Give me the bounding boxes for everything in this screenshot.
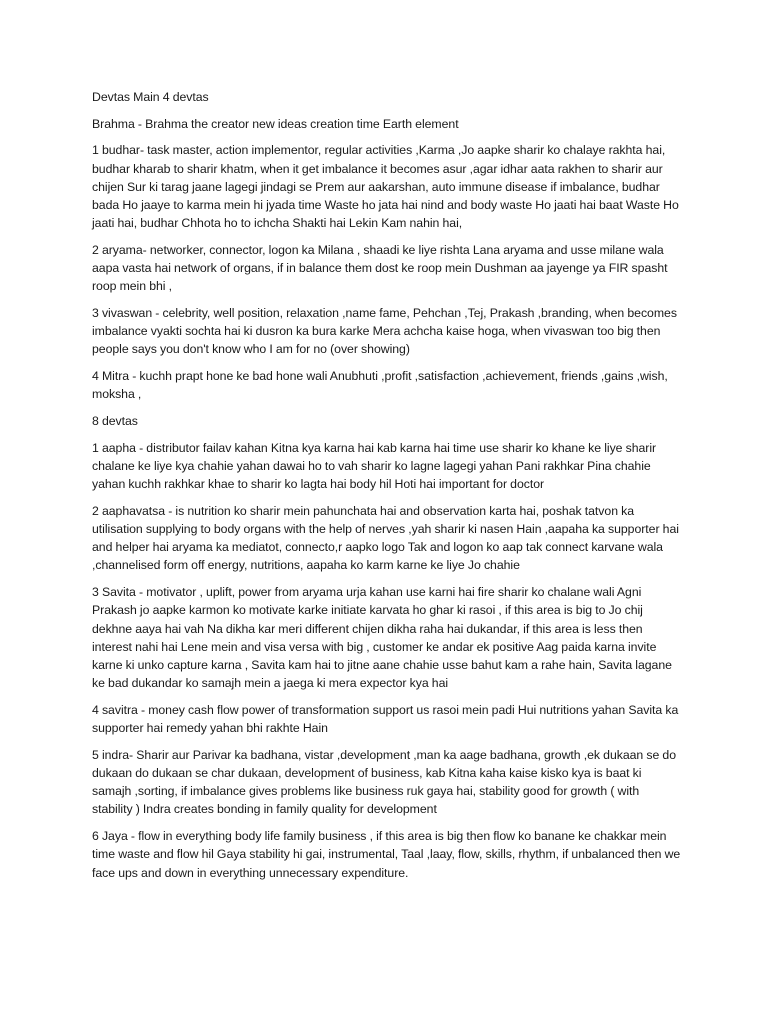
heading-8-devtas: 8 devtas — [92, 414, 138, 429]
document-page — [92, 88, 682, 890]
paragraph-aaphavatsa: 2 aaphavatsa - is nutrition ko sharir mein pahunchata hai and observation karta hai, poshak tatvon ka utilisation supplying to body organs with the help of nerves ,yah sharir ki nasen Hain ,aapaha ka supporter hai and helper hai aryama ka mediatot, connecto,r aapko logo Tak and logon ko aap tak connect karvane wala ,channelised form off energy, nutritions, aapaha ko karm karne ke liye Jo chahie — [92, 503, 679, 573]
heading-main-devtas: Devtas Main 4 devtas — [92, 90, 209, 104]
paragraph-vivaswan: 3 vivaswan - celebrity, well position, relaxation ,name fame, Pehchan ,Tej, Prakash ,branding, when becomes imbalance vyakti sochta hai ki dusron ka bura karke Mera achcha kaise hoga, when vivaswan too big then people says you don't know who I am for no (over showing) — [92, 306, 677, 357]
paragraph-jaya: 6 Jaya - flow in everything body life family business , if this area is big then flow ko banane ke chakkar mein time waste and flow hil Gaya stability hi gai, instrumental, Taal ,laay, flow, skills, rhythm, if unbalanced then we face ups and down in everything unnecessary expenditure. — [92, 829, 681, 880]
paragraph-savitra: 4 savitra - money cash flow power of transformation support us rasoi mein padi Hui nutritions yahan Savita ka supporter hai remedy yahan bhi rakhte Hain — [92, 702, 679, 736]
paragraph-savita: 3 Savita - motivator , uplift, power from aryama urja kahan use karni hai fire sharir ko chalane wali Agni Prakash jo aapke karmon ko motivate karke initiate karvata ho ghar ki rasoi , if this area is big to Jo chij dekhne aaya hai vah Na dikha kar meri different chijen dikha raha hai dukandar, if this area is less then interest nahi hai Lene mein and visa versa with big , customer ke andar ek positive Aag paida karna invite karne ki unko capture karna , Savita kam hai to jitne aane chahie usse bahut kam a rahe hain, Savita lagane ke bad dukandar ko samajh mein a jaega ki mera expector kya hai — [92, 585, 672, 691]
paragraph-brahma: Brahma - Brahma the creator new ideas creation time Earth element — [92, 116, 459, 131]
paragraph-mitra: 4 Mitra - kuchh prapt hone ke bad hone wali Anubhuti ,profit ,satisfaction ,achievement, friends ,gains ,wish, moksha , — [92, 369, 668, 402]
paragraph-aryama: 2 aryama- networker, connector, logon ka Milana , shaadi ke liye rishta Lana aryama and usse milane wala aapa vasta hai network of organs, if in balance them dost ke roop mein Dushman aa jayenge ya FIR spasht roop mein bhi , — [92, 242, 668, 294]
paragraph-aapha: 1 aapha - distributor failav kahan Kitna kya karna hai kab karna hai time use sharir ko khane ke liye sharir chalane ke liye kya chahie yahan dawai ho to vah sharir ko lagne lagegi yahan Pani rakhkar Pina chahie yahan kuchh rakhkar khae to sharir ko lagta hai body hil Hoti hai important for doctor — [92, 440, 657, 492]
paragraph-budhar: 1 budhar- task master, action implementor, regular activities ,Karma ,Jo aapke sharir ko chalaye rakhta hai, budhar kharab to sharir khatm, when it get imbalance it becomes asur ,agar idhar aata rakhen to sharir aur chijen Sur ki tarag jaane lagegi jindagi se Prem aur aakarshan, auto immune disease if imbalance, budhar bada Ho jaaye to karma mein hi jyada time Waste ho jata hai nind and body waste Ho jaati hai baat Waste Ho jaati hai, budhar Chhota ho to ichcha Shakti hai Lekin Kam nahin hai, — [92, 143, 679, 231]
paragraph-indra: 5 indra- Sharir aur Parivar ka badhana, vistar ,development ,man ka aage badhana, growth ,ek dukaan se do dukaan do dukaan se char dukaan, development of business, kab Kitna kaha kaise kisko kya is baat ki samajh ,sorting, if imbalance gives problems like business ruk gaya hai, stability good for growth ( with stability ) Indra creates bonding in family quality for development — [92, 747, 677, 817]
